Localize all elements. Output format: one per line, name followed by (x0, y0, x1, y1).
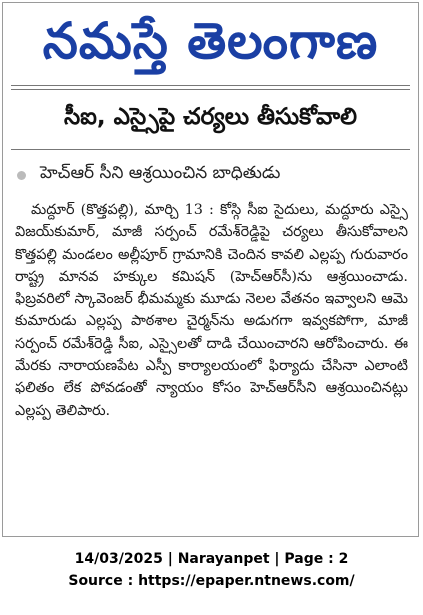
top-divider-second (11, 89, 410, 90)
headline-divider (11, 149, 410, 150)
top-divider (11, 85, 410, 86)
headline: సీఐ, ఎస్సైపై చర్యలు తీసుకోవాలి (64, 104, 357, 130)
newspaper-clipping (2, 2, 419, 537)
article-paragraph: మద్దూర్ (కొత్తపల్లి), మార్చి 13 : కోస్గి సీఐ సైదులు, మద్దూరు ఎస్సై విజయ్‌కుమార్, మాజీ సర్పంచ్ రమేశ్‌రెడ్డిపై చర్యలు తీసుకోవాలని కొత్తపల్లి మండలం అల్లీపూర్ గ్రామానికి చెందిన కావలి ఎల్లప్ప గురువారం రాష్ట్ర మానవ హక్కుల కమిషన్ (హెచ్‌ఆర్‌సీ)ను ఆశ్రయించాడు. ఫిబ్రవరిలో స్కావెంజర్ భీమమ్మకు మూడు నెలల వేతనం ఇవ్వాలని ఆమె కుమారుడు ఎల్లప్ప పాఠశాల చైర్మన్‌ను అడుగగా ఇవ్వకపోగా, మాజీ సర్పంచ్ రమేశ్‌రెడ్డి సీఐ, ఎస్సైలతో దాడి చేయించారని ఆరోపించారు. ఈ మేరకు నారాయణపేట ఎస్పీ కార్యాలయంలో ఫిర్యాదు చేసినా ఎలాంటి ఫలితం లేక పోవడంతో న్యాయం కోసం హెచ్‌ఆర్‌సీని ఆశ్రయించినట్లు ఎల్లప్ప తెలిపారు. (15, 202, 408, 419)
subheadline: హెచ్‌ఆర్‌ సీని ఆశ్రయించిన బాధితుడు (40, 163, 281, 183)
bullet-icon (17, 171, 26, 180)
masthead-title: నమస్తే తెలంగాణ (42, 11, 379, 70)
masthead (3, 3, 418, 79)
article-body (15, 199, 408, 422)
footer-source: Source : https://epaper.ntnews.com/ (68, 573, 355, 589)
footer-meta: 14/03/2025 | Narayanpet | Page : 2 (74, 551, 349, 567)
subheadline-row (17, 163, 280, 187)
